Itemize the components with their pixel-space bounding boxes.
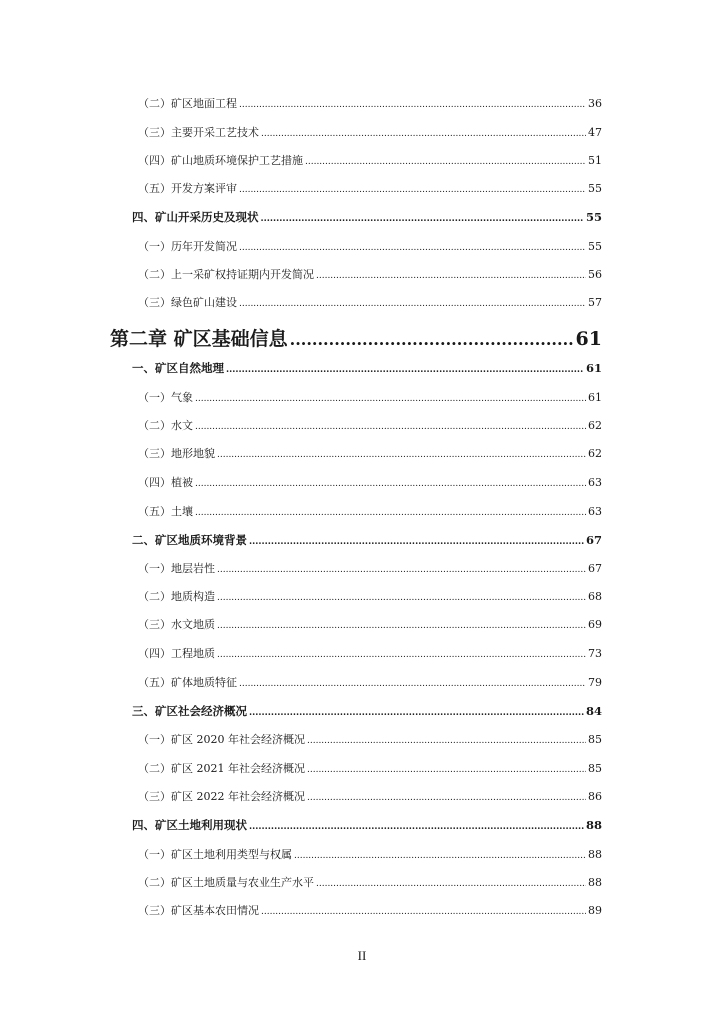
toc-entry-page: 85 xyxy=(588,733,602,746)
toc-dot-leader xyxy=(307,765,586,775)
toc-entry[interactable] xyxy=(138,760,602,774)
toc-dot-leader xyxy=(290,330,574,349)
toc-dot-leader xyxy=(249,537,584,547)
toc-entry-page: 55 xyxy=(588,240,602,253)
toc-dot-leader xyxy=(316,879,586,889)
toc-entry-label: （一）矿区土地利用类型与权属 xyxy=(138,848,292,861)
toc-dot-leader xyxy=(239,100,586,110)
toc-dot-leader xyxy=(239,299,586,309)
toc-entry-page: 51 xyxy=(588,154,602,167)
toc-dot-leader xyxy=(249,708,584,718)
toc-entry[interactable] xyxy=(138,902,602,916)
toc-entry[interactable] xyxy=(138,95,602,109)
toc-entry[interactable] xyxy=(132,817,602,832)
toc-dot-leader xyxy=(261,907,586,917)
toc-dot-leader xyxy=(239,185,586,195)
toc-entry-page: 68 xyxy=(588,590,602,603)
toc-entry[interactable] xyxy=(138,124,602,138)
toc-dot-leader xyxy=(249,822,584,832)
toc-entry-page: 88 xyxy=(588,876,602,889)
toc-entry-label: （五）土壤 xyxy=(138,505,193,518)
toc-entry-page: 61 xyxy=(585,361,602,375)
toc-entry-page: 86 xyxy=(588,790,602,803)
toc-entry[interactable] xyxy=(138,389,602,403)
toc-dot-leader xyxy=(316,271,586,281)
toc-entry-label: （一）矿区 2020 年社会经济概况 xyxy=(138,733,305,746)
toc-entry-page: 79 xyxy=(588,676,602,689)
toc-entry-page: 36 xyxy=(588,97,602,110)
toc-entry-page: 61 xyxy=(575,328,602,350)
page-number: II xyxy=(357,948,367,963)
toc-dot-leader xyxy=(217,650,586,660)
toc-entry-label: 第二章 矿区基础信息 xyxy=(110,328,288,350)
toc-entry-label: （三）主要开采工艺技术 xyxy=(138,126,259,139)
toc-entry-label: （二）水文 xyxy=(138,419,193,432)
toc-dot-leader xyxy=(217,565,586,575)
toc-entry[interactable] xyxy=(138,445,602,459)
toc-entry-page: 67 xyxy=(585,533,602,547)
toc-dot-leader xyxy=(261,214,584,224)
toc-entry-label: 三、矿区社会经济概况 xyxy=(132,704,247,718)
toc-entry[interactable] xyxy=(138,788,602,802)
toc-dot-leader xyxy=(239,679,586,689)
toc-entry-page: 89 xyxy=(588,904,602,917)
toc-dot-leader xyxy=(217,450,586,460)
toc-entry-label: （二）矿区地面工程 xyxy=(138,97,237,110)
toc-entry-page: 47 xyxy=(588,126,602,139)
toc-entry[interactable] xyxy=(138,503,602,517)
toc-entry-label: 四、矿山开采历史及现状 xyxy=(132,210,259,224)
toc-entry-label: （一）地层岩性 xyxy=(138,562,215,575)
toc-entry-page: 63 xyxy=(588,505,602,518)
toc-entry-page: 55 xyxy=(588,182,602,195)
toc-entry-page: 56 xyxy=(588,268,602,281)
toc-entry[interactable] xyxy=(132,532,602,547)
toc-entry[interactable] xyxy=(138,294,602,308)
toc-entry[interactable] xyxy=(138,645,602,659)
toc-entry-page: 61 xyxy=(588,391,602,404)
toc-entry-label: （五）开发方案评审 xyxy=(138,182,237,195)
toc-entry-label: （二）矿区土地质量与农业生产水平 xyxy=(138,876,314,889)
toc-entry-page: 57 xyxy=(588,296,602,309)
toc-entry-label: （二）矿区 2021 年社会经济概况 xyxy=(138,762,305,775)
toc-entry-page: 67 xyxy=(588,562,602,575)
toc-entry-label: （四）矿山地质环境保护工艺措施 xyxy=(138,154,303,167)
toc-entry[interactable] xyxy=(138,560,602,574)
toc-entry-page: 84 xyxy=(585,704,602,718)
toc-entry[interactable] xyxy=(138,474,602,488)
toc-entry-label: （二）上一采矿权持证期内开发简况 xyxy=(138,268,314,281)
toc-entry[interactable] xyxy=(138,674,602,688)
toc-dot-leader xyxy=(261,129,586,139)
toc-entry[interactable] xyxy=(138,846,602,860)
toc-entry[interactable] xyxy=(138,238,602,252)
toc-entry-page: 62 xyxy=(588,419,602,432)
toc-entry[interactable] xyxy=(138,180,602,194)
toc-dot-leader xyxy=(195,479,586,489)
toc-entry-label: （一）历年开发简况 xyxy=(138,240,237,253)
toc-dot-leader xyxy=(195,422,586,432)
toc-entry-label: 二、矿区地质环境背景 xyxy=(132,533,247,547)
toc-dot-leader xyxy=(217,593,586,603)
toc-entry-label: （四）工程地质 xyxy=(138,647,215,660)
toc-entry[interactable] xyxy=(138,874,602,888)
toc-entry-label: （三）矿区基本农田情况 xyxy=(138,904,259,917)
toc-dot-leader xyxy=(294,851,586,861)
toc-entry[interactable] xyxy=(138,266,602,280)
toc-entry[interactable] xyxy=(132,360,602,375)
toc-entry-page: 55 xyxy=(585,210,602,224)
toc-entry[interactable] xyxy=(110,324,602,348)
toc-dot-leader xyxy=(195,508,586,518)
toc-dot-leader xyxy=(195,394,586,404)
toc-entry-label: （三）地形地貌 xyxy=(138,447,215,460)
toc-entry-page: 63 xyxy=(588,476,602,489)
toc-entry[interactable] xyxy=(138,417,602,431)
toc-dot-leader xyxy=(307,736,586,746)
toc-entry[interactable] xyxy=(132,703,602,718)
toc-entry-page: 62 xyxy=(588,447,602,460)
toc-entry-label: 四、矿区土地利用现状 xyxy=(132,818,247,832)
toc-dot-leader xyxy=(226,365,584,375)
toc-entry-label: 一、矿区自然地理 xyxy=(132,361,224,375)
toc-dot-leader xyxy=(305,157,586,167)
toc-entry-page: 69 xyxy=(588,618,602,631)
toc-entry-label: （四）植被 xyxy=(138,476,193,489)
toc-entry-label: （五）矿体地质特征 xyxy=(138,676,237,689)
toc-entry-page: 85 xyxy=(588,762,602,775)
toc-entry[interactable] xyxy=(132,209,602,224)
toc-entry-page: 88 xyxy=(588,848,602,861)
toc-entry-label: （三）矿区 2022 年社会经济概况 xyxy=(138,790,305,803)
toc-entry-label: （三）水文地质 xyxy=(138,618,215,631)
toc-entry[interactable] xyxy=(138,616,602,630)
toc-dot-leader xyxy=(239,243,586,253)
toc-entry-label: （三）绿色矿山建设 xyxy=(138,296,237,309)
toc-entry[interactable] xyxy=(138,152,602,166)
toc-entry[interactable] xyxy=(138,731,602,745)
toc-dot-leader xyxy=(217,621,586,631)
toc-entry-label: （一）气象 xyxy=(138,391,193,404)
toc-entry-page: 88 xyxy=(585,818,602,832)
toc-entry-label: （二）地质构造 xyxy=(138,590,215,603)
toc-entry-page: 73 xyxy=(588,647,602,660)
toc-entry[interactable] xyxy=(138,588,602,602)
toc-dot-leader xyxy=(307,793,586,803)
